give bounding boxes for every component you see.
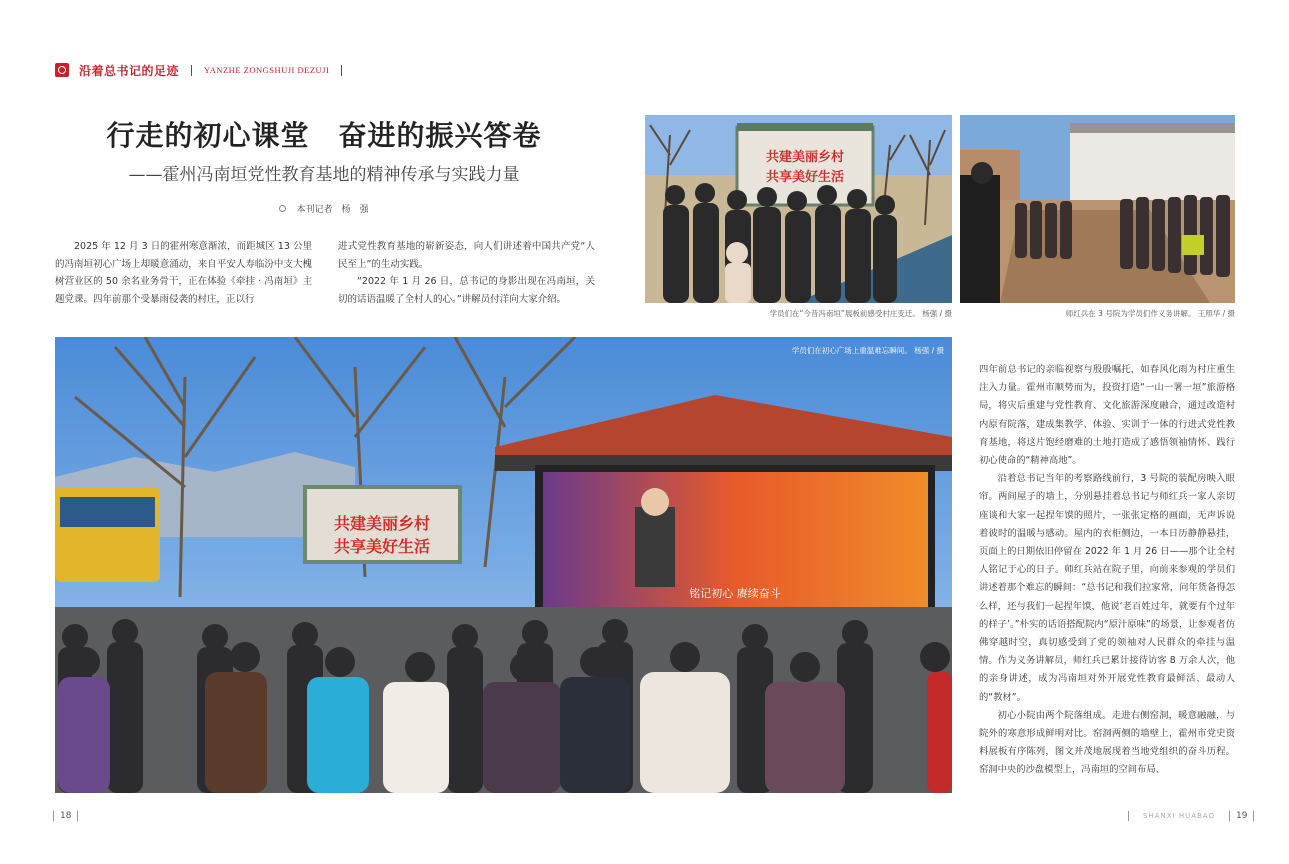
section-header	[55, 62, 354, 78]
sign-text-line2: 共享美好生活	[333, 537, 431, 556]
divider	[191, 65, 192, 76]
byline	[55, 202, 593, 215]
article-subtitle: ——霍州冯南垣党性教育基地的精神传承与实践力量	[128, 165, 520, 185]
byline-dot-icon	[279, 205, 286, 212]
page-number-left: 18	[60, 811, 72, 821]
sign-text-line1: 共建美丽乡村	[765, 150, 845, 165]
divider	[1253, 811, 1254, 821]
sign-text-line2: 共享美好生活	[765, 170, 845, 185]
paragraph: 沿着总书记当年的考察路线前行，3 号院的装配房映入眼帘。两间屋子的墙上，分别悬挂着总书记与师红兵一家人亲切座谈和大家一起捏年馍的照片，一张张定格的画面，无声诉说着彼时的温暖与感动。屋内的衣柜侧边，一本日历静静悬挂，页面上的日期依旧停留在 2022 年 1 月 26 日——那个让全村人铭记于心的日子。师红兵站在院子里，向前来参观的学员们讲述着那个难忘的瞬间：“总书记和我们拉家常，问年货备得怎么样，还与我们一起捏年馍，他说‘老百姓过年，就要有个过年的样子’。”朴实的话语搭配院内“原汁原味”的场景，让参观者仿佛穿越时空，真切感受到了党的领袖对人民群众的牵挂与温情。作为义务讲解员，师红兵已累计接待访客 8 万余人次，他的亲身讲述，成为冯南垣对外开展党性教育最鲜活、最动人的“教材”。	[979, 473, 1235, 703]
magazine-name: SHANXI HUABAO	[1143, 812, 1215, 820]
photo-yard-explanation	[960, 115, 1235, 303]
paragraph: “2022 年 1 月 26 日，总书记的身影出现在冯南垣，关切的话语温暖了全村人的心。”讲解员付洋向大家介绍。	[338, 276, 595, 305]
photo-caption: 学员们在“今昔冯南垣”展板前感受村庄变迁。 杨强 / 摄	[769, 309, 952, 318]
divider	[53, 811, 54, 821]
body-column-2	[338, 238, 595, 308]
page-number-right: 19	[1235, 811, 1248, 821]
body-column-3	[979, 361, 1235, 780]
paragraph: 四年前总书记的亲临视察与殷殷嘱托，如春风化雨为村庄重生注入力量。霍州市顺势而为，投资打造“一山一署一垣”旅游格局，将灾后重建与党性教育、文化旅游深度融合，通过改造村内原有院落，建成集教学、体验、实训于一体的行进式党性教育基地，将这片饱经磨难的土地打造成了感悟领袖情怀、践行初心使命的“精神高地”。	[979, 364, 1235, 467]
section-title-cn: 沿着总书记的足迹	[79, 63, 180, 78]
section-title-en: YANZHE ZONGSHUJI DEZUJI	[204, 65, 330, 75]
article-title: 行走的初心课堂 奋进的振兴答卷	[106, 119, 542, 152]
paragraph: 初心小院由两个院落组成。走进右侧窑洞，暖意融融，与院外的寒意形成鲜明对比。窑洞两侧的墙壁上，霍州市党史资料展板有序陈列，图文并茂地展现着当地党组织的奋斗历程。窑洞中央的沙盘模型上，冯南垣的空间布局、	[979, 709, 1235, 776]
screen-text: 铭记初心 赓续奋斗	[689, 587, 781, 600]
paragraph: 2025 年 12 月 3 日的霍州寒意渐浓，而距城区 13 公里的冯南垣初心广场上却暖意涌动，来自平安人寿临汾中支大槐树营业区的 50 余名业务骨干，正在体验《牵挂 · 冯南垣》主题党课。四年前那个受暴雨侵袭的村庄，正以行	[55, 241, 312, 305]
photo-caption: 师红兵在 3 号院为学员们作义务讲解。 王照华 / 摄	[1065, 309, 1235, 318]
magazine-logo-icon	[55, 63, 69, 77]
divider	[341, 65, 342, 76]
divider	[1128, 811, 1129, 821]
divider	[77, 811, 78, 821]
main-photo-caption: 学员们在初心广场上重温难忘瞬间。 杨强 / 摄	[791, 346, 944, 355]
photo-main-square	[55, 337, 952, 793]
divider	[1229, 811, 1230, 821]
byline-text: 本刊记者 杨 强	[296, 205, 369, 215]
paragraph: 进式党性教育基地的崭新姿态，向人们讲述着中国共产党“人民至上”的生动实践。	[338, 241, 595, 270]
body-column-1	[55, 238, 312, 308]
footer-left	[47, 811, 84, 821]
footer-right	[1122, 811, 1260, 821]
sign-text-line1: 共建美丽乡村	[333, 514, 431, 533]
photo-students-at-sign	[645, 115, 952, 303]
